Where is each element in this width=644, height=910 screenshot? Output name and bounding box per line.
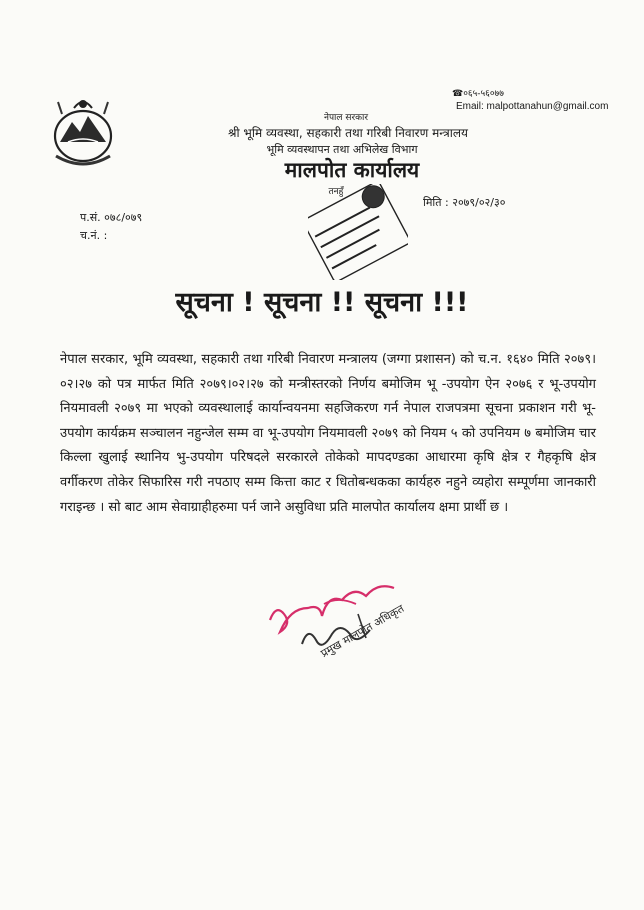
email-address: Email: malpottanahun@gmail.com (456, 101, 609, 112)
phone-number: ☎०६५-५६०७७ (452, 89, 504, 99)
department-name: भूमि व्यवस्थापन तथा अभिलेख विभाग (266, 143, 418, 156)
notice-title: सूचना ! सूचना !! सूचना !!! (175, 287, 469, 318)
dispatch-number: च.नं. : (80, 229, 108, 242)
government-name: नेपाल सरकार (323, 113, 369, 123)
notice-body: नेपाल सरकार, भूमि व्यवस्था, सहकारी तथा गरिबी निवारण मन्त्रालय (जग्गा प्रशासन) को च.न. १६४० मिति २०७९।०२।२७ को पत्र मार्फत मिति २०७९।०२।२७ को मन्त्रीस्तरको निर्णय बमोजिम भू -उपयोग ऐन २०७६ र भू-उपयोग नियमावली २०७९ मा भएको व्यवस्थालाई कार्यान्वयनमा सहजिकरण गर्न नेपाल राजपत्रमा सूचना प्रकाशन गरी भू-उपयोग कार्यक्रम सञ्चालन नहुन्जेल सम्म वा भू-उपयोग नियमावली २०७९ को नियम ५ को उपनियम ७ बमोजिम चार किल्ला खुलाई स्थानिय भु-उपयोग परिषदले सरकारले तोकेको मापदण्डका आधारमा कृषि क्षेत्र र गैहकृषि क्षेत्र वर्गीकरण तोकेर सिफारिस गरी नपठाए सम्म कित्ता काट र धितोबन्धकका कार्यहरु नहुने व्यहोरा सम्पूर्णमा जानकारी गराइन्छ । सो बाट आम सेवाग्राहीहरुमा पर्न जाने असुविधा प्रति मालपोत कार्यालय क्षमा प्रार्थी छ । (60, 352, 597, 515)
issue-date: मिति : २०७९/०२/३० (423, 196, 506, 209)
officer-signature-icon (262, 574, 412, 686)
ministry-name: श्री भूमि व्यवस्था, सहकारी तथा गरिबी निवारण मन्त्रालय (228, 126, 468, 140)
district-name: तनहुँ (328, 187, 344, 197)
officer-title: प्रमुख मालपोत अधिकृत (318, 601, 407, 661)
office-name: मालपोत कार्यालय (284, 158, 420, 182)
office-stamp-icon (308, 184, 408, 280)
reference-number: प.सं. ०७८/०७९ (80, 211, 143, 224)
